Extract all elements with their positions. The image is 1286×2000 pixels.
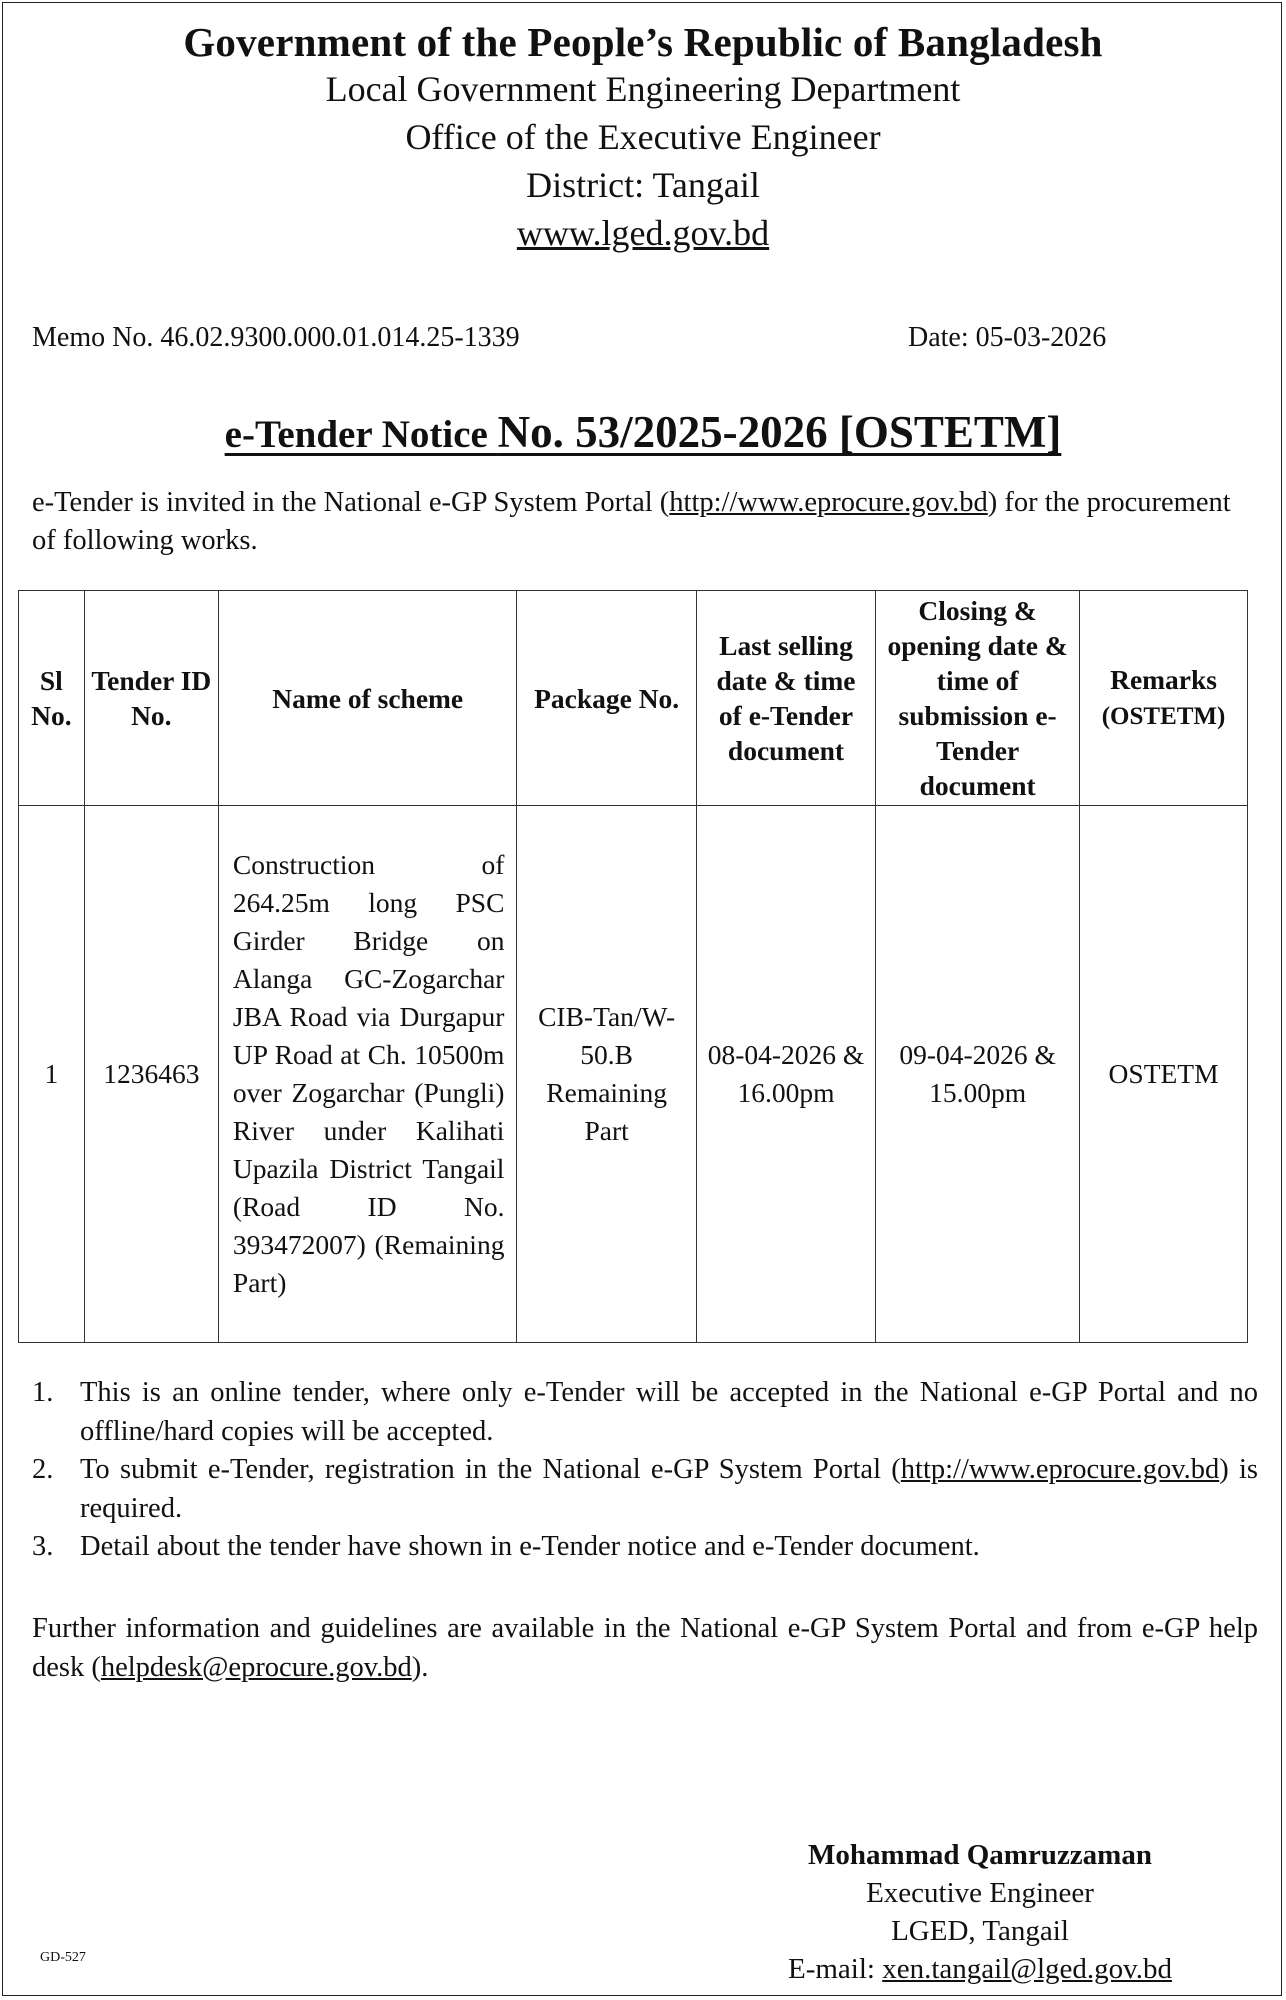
intro-text: e-Tender is invited in the National e-GP System Portal ( <box>32 487 670 518</box>
header-closing: Closing & opening date & time of submission e-Tender document <box>876 591 1080 806</box>
header-remarks-sub: (OSTETM) <box>1101 703 1226 730</box>
table-header-row <box>19 591 1248 806</box>
header-remarks <box>1080 591 1248 806</box>
office-heading: Office of the Executive Engineer <box>405 117 881 157</box>
email-label: E-mail: <box>787 1953 883 1985</box>
signatory-email-line <box>660 1950 1286 1988</box>
signatory-name: Mohammad Qamruzzaman <box>808 1839 1152 1871</box>
list-number: 1. <box>32 1377 54 1408</box>
form-code: GD-527 <box>40 1950 86 1965</box>
header-package: Package No. <box>517 591 696 806</box>
tender-table <box>18 590 1248 1343</box>
signatory-email-link[interactable]: xen.tangail@lged.gov.bd <box>882 1953 1173 1985</box>
list-item <box>32 1451 1258 1528</box>
list-text: To submit e-Tender, registration in the National e-GP System Portal ( <box>80 1454 901 1485</box>
list-item <box>32 1528 1258 1567</box>
cell-sl: 1 <box>19 806 85 1343</box>
signatory-office: LGED, Tangail <box>891 1915 1069 1947</box>
header-tender-id: Tender ID No. <box>84 591 218 806</box>
list-text-end: ) is required. <box>80 1454 1259 1524</box>
notice-title-prefix: e-Tender Notice <box>224 413 498 456</box>
cell-package: CIB-Tan/W-50.B Remaining Part <box>517 806 696 1343</box>
cell-scheme: Construction of 264.25m long PSC Girder Bridge on Alanga GC-Zogarchar JBA Road via Durgapur UP Road at Ch. 10500m over Zogarchar (Pungli) River under Kalihati Upazila District Tangail (Road ID No. 393472007) (Remaining Part) <box>218 806 517 1343</box>
website-link[interactable]: www.lged.gov.bd <box>516 213 770 253</box>
government-heading: Government of the People’s Republic of Bangladesh <box>183 19 1103 65</box>
cell-remarks: OSTETM <box>1080 806 1248 1343</box>
department-heading: Local Government Engineering Department <box>325 69 961 109</box>
signatory-title: Executive Engineer <box>866 1877 1094 1909</box>
list-text: Detail about the tender have shown in e-Tender notice and e-Tender document. <box>80 1531 980 1562</box>
further-info-paragraph <box>32 1610 1258 1687</box>
district-heading: District: Tangail <box>526 165 760 205</box>
further-text: Further information and guidelines are available in the National e-GP System Portal and from e-GP help desk ( <box>32 1613 1258 1683</box>
further-text-end: ). <box>411 1651 429 1683</box>
intro-paragraph <box>32 484 1257 560</box>
memo-date: Date: 05-03-2026 <box>908 322 1107 353</box>
header-sl: Sl No. <box>19 591 85 806</box>
helpdesk-email-link[interactable]: helpdesk@eprocure.gov.bd <box>100 1651 412 1683</box>
conditions-list <box>32 1374 1258 1567</box>
header-scheme: Name of scheme <box>218 591 517 806</box>
website-line <box>0 212 1286 254</box>
list-text: This is an online tender, where only e-Tender will be accepted in the National e-GP Portal and no offline/hard copies will be accepted. <box>80 1377 1258 1447</box>
intro-text-end: ) for the procurement of following works. <box>32 487 1231 556</box>
eprocure-link[interactable]: http://www.eprocure.gov.bd <box>669 487 988 518</box>
list-number: 2. <box>32 1454 54 1485</box>
list-number: 3. <box>32 1531 54 1562</box>
cell-tender-id: 1236463 <box>84 806 218 1343</box>
cell-last-selling: 08-04-2026 & 16.00pm <box>696 806 875 1343</box>
eprocure-link-2[interactable]: http://www.eprocure.gov.bd <box>900 1454 1220 1485</box>
notice-title <box>0 406 1286 458</box>
list-item <box>32 1374 1258 1451</box>
header-remarks-label: Remarks <box>1110 664 1218 695</box>
cell-closing: 09-04-2026 & 15.00pm <box>876 806 1080 1343</box>
memo-number: Memo No. 46.02.9300.000.01.014.25-1339 <box>32 322 520 353</box>
header-last-selling: Last selling date & time of e-Tender document <box>696 591 875 806</box>
table-row <box>19 806 1248 1343</box>
notice-title-number: No. 53/2025-2026 [OSTETM] <box>497 407 1062 457</box>
